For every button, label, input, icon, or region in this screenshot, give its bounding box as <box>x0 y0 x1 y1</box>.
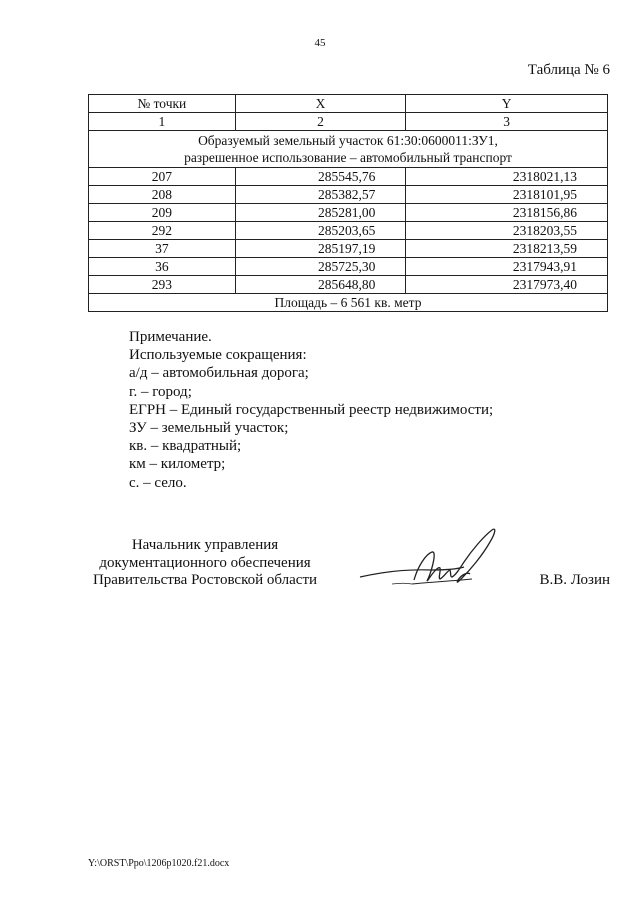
signer-title-line2: документационного обеспечения <box>99 554 311 571</box>
signer-title-line1: Начальник управления <box>131 537 279 553</box>
column-number: 1 <box>89 113 236 131</box>
y-cell: 2317973,40 <box>406 276 608 294</box>
area-row <box>89 294 608 312</box>
x-cell: 285281,00 <box>235 204 406 222</box>
point-cell: 37 <box>89 240 236 258</box>
abbreviation-item: кв. – квадратный; <box>129 438 242 455</box>
table-row <box>89 204 608 222</box>
x-cell: 285203,65 <box>235 222 406 240</box>
column-number: 3 <box>406 113 608 131</box>
y-cell: 2318101,95 <box>406 186 608 204</box>
signer-name: В.В. Лозин <box>539 572 610 588</box>
y-cell: 2318203,55 <box>406 222 608 240</box>
table-row <box>89 240 608 258</box>
handwritten-signature <box>352 522 512 602</box>
y-cell: 2318021,13 <box>406 168 608 186</box>
point-cell: 207 <box>89 168 236 186</box>
coordinates-table <box>88 94 608 312</box>
point-cell: 293 <box>89 276 236 294</box>
table-row <box>89 186 608 204</box>
y-cell: 2317943,91 <box>406 258 608 276</box>
column-number: 2 <box>235 113 406 131</box>
section-title-line2: разрешенное использование – автомобильный транспорт <box>184 150 512 165</box>
abbreviation-item: а/д – автомобильная дорога; <box>129 365 309 382</box>
abbreviation-item: с. – село. <box>129 474 187 491</box>
abbreviation-item: ЗУ – земельный участок; <box>129 420 289 437</box>
y-cell: 2318213,59 <box>406 240 608 258</box>
notes-block <box>129 328 493 492</box>
section-title-line1: Образуемый земельный участок 61:30:0600011:ЗУ1, <box>198 133 498 148</box>
notes-subheading: Используемые сокращения: <box>129 347 307 364</box>
table-row <box>89 276 608 294</box>
y-cell: 2318156,86 <box>406 204 608 222</box>
table-caption: Таблица № 6 <box>527 62 610 78</box>
x-cell: 285725,30 <box>235 258 406 276</box>
table-row <box>89 258 608 276</box>
x-cell: 285382,57 <box>235 186 406 204</box>
section-title <box>89 131 608 168</box>
abbreviation-item: км – километр; <box>129 456 226 473</box>
table-row <box>89 168 608 186</box>
header-point: № точки <box>89 95 236 113</box>
column-number-row <box>89 113 608 131</box>
signer-title-line3: Правительства Ростовской области <box>92 572 318 588</box>
point-cell: 208 <box>89 186 236 204</box>
table-header-row <box>89 95 608 113</box>
section-row <box>89 131 608 168</box>
point-cell: 209 <box>89 204 236 222</box>
header-x: X <box>235 95 406 113</box>
x-cell: 285648,80 <box>235 276 406 294</box>
abbreviation-item: г. – город; <box>129 383 192 400</box>
abbreviation-item: ЕГРН – Единый государственный реестр недвижимости; <box>129 401 494 418</box>
signer-title <box>88 537 322 590</box>
x-cell: 285197,19 <box>235 240 406 258</box>
area-cell: Площадь – 6 561 кв. метр <box>89 294 608 312</box>
notes-heading: Примечание. <box>129 329 212 345</box>
header-y: Y <box>406 95 608 113</box>
point-cell: 292 <box>89 222 236 240</box>
file-path: Y:\ORST\Ppo\1206p1020.f21.docx <box>88 858 230 869</box>
page-number: 45 <box>314 37 326 49</box>
point-cell: 36 <box>89 258 236 276</box>
x-cell: 285545,76 <box>235 168 406 186</box>
table-row <box>89 222 608 240</box>
